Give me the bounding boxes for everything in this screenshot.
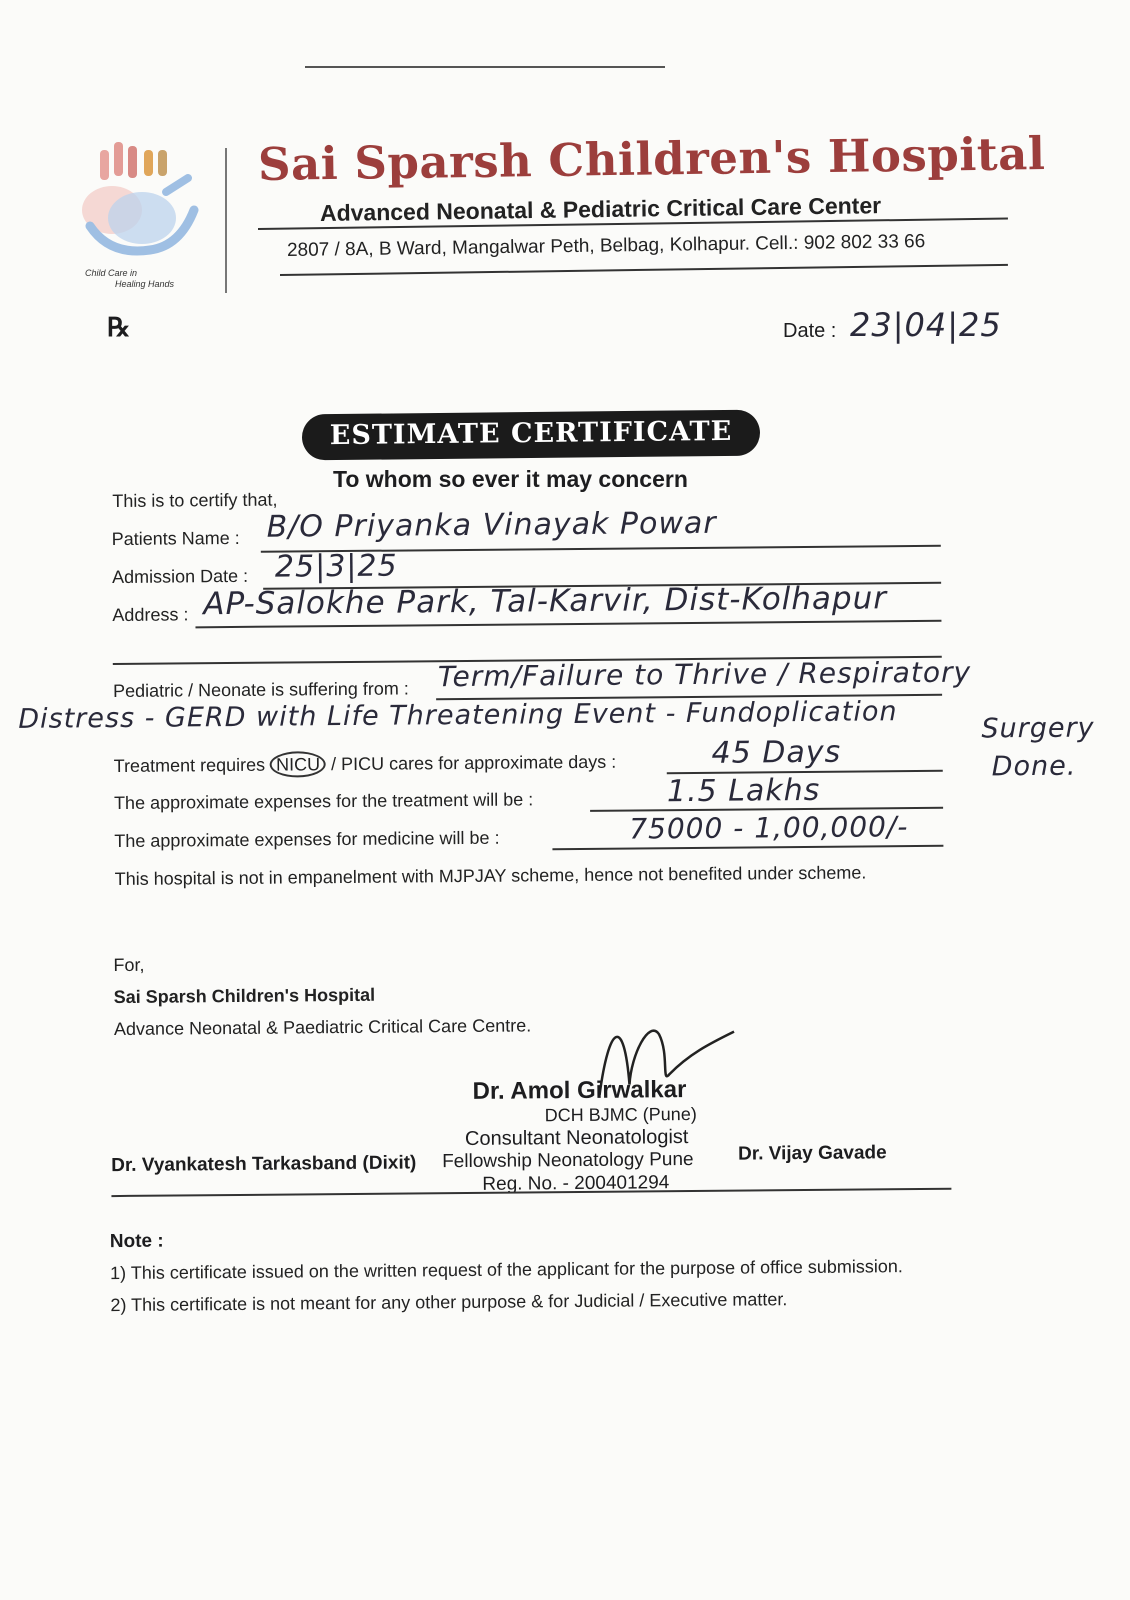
hospital-name: Sai Sparsh Children's Hospital [257, 127, 1046, 191]
concern-line: To whom so ever it may concern [333, 466, 688, 492]
treatment-label-pre: Treatment requires [113, 754, 266, 777]
scheme-note: This hospital is not in empanelment with MJPJAY scheme, hence not benefited under scheme. [114, 862, 867, 890]
treatment-label-post: / PICU cares for approximate days : [331, 751, 617, 775]
address-value: AP-Salokhe Park, Tal-Karvir, Dist-Kolhapur [203, 580, 888, 623]
stamp-reg-no: Reg. No. - 200401294 [482, 1172, 670, 1195]
date-value: 23|04|25 [850, 306, 1002, 344]
rx-symbol: ℞ [107, 313, 131, 343]
stamp-fellowship: Fellowship Neonatology Pune [442, 1148, 694, 1173]
certificate-title: ESTIMATE CERTIFICATE [329, 415, 733, 452]
patient-name-value: B/O Priyanka Vinayak Powar [266, 505, 717, 545]
stamp-doctor-name: Dr. Amol Girwalkar [472, 1076, 687, 1105]
suffering-margin-2: Done. [991, 750, 1077, 783]
treatment-row [114, 752, 617, 777]
logo-tagline-line-1: Child Care in [85, 268, 138, 278]
hospital-subtitle: Advanced Neonatal & Pediatric Critical Care Center [319, 192, 882, 226]
patient-name-label: Patients Name : [111, 527, 240, 550]
left-doctor: Dr. Vyankatesh Tarkasband (Dixit) [111, 1152, 417, 1177]
date-label: Date : [783, 320, 837, 342]
stamp-title: Consultant Neonatologist [464, 1126, 689, 1150]
note-heading: Note : [109, 1230, 164, 1253]
admission-date-value: 25|3|25 [274, 548, 398, 585]
stamp-degree: DCH BJMC (Pune) [544, 1103, 697, 1126]
treatment-nicu-circled: NICU [270, 751, 326, 777]
treatment-value: 45 Days [711, 734, 842, 771]
right-doctor: Dr. Vijay Gavade [738, 1142, 887, 1165]
expense-medicine-line [552, 845, 943, 850]
footer-hospital: Sai Sparsh Children's Hospital [113, 984, 376, 1008]
intro-text: This is to certify that, [112, 489, 278, 512]
suffering-label: Pediatric / Neonate is suffering from : [112, 678, 409, 702]
suffering-margin-1: Surgery [981, 712, 1095, 745]
address-label: Address : [112, 604, 189, 626]
expense-medicine-value: 75000 - 1,00,000/- [629, 810, 909, 846]
footer-center: Advance Neonatal & Paediatric Critical Care Centre. [113, 1015, 532, 1040]
expense-treatment-value: 1.5 Lakhs [666, 772, 821, 810]
note-item-1: 1) This certificate issued on the written request of the applicant for the purpose of office submission. [110, 1256, 903, 1284]
expense-medicine-label: The approximate expenses for medicine will be : [114, 827, 500, 852]
suffering-value-2: Distress - GERD with Life Threatening Event - Fundoplication [18, 696, 898, 735]
admission-date-label: Admission Date : [111, 565, 249, 588]
for-label: For, [113, 954, 145, 976]
note-item-2: 2) This certificate is not meant for any other purpose & for Judicial / Executive matter. [110, 1289, 788, 1316]
hospital-address: 2807 / 8A, B Ward, Mangalwar Peth, Belbag, Kolhapur. Cell.: 902 802 33 66 [286, 231, 926, 261]
suffering-value-1: Term/Failure to Thrive / Respiratory [437, 655, 972, 694]
expense-treatment-label: The approximate expenses for the treatment will be : [113, 789, 534, 814]
logo-tagline-line-2: Healing Hands [115, 279, 175, 289]
